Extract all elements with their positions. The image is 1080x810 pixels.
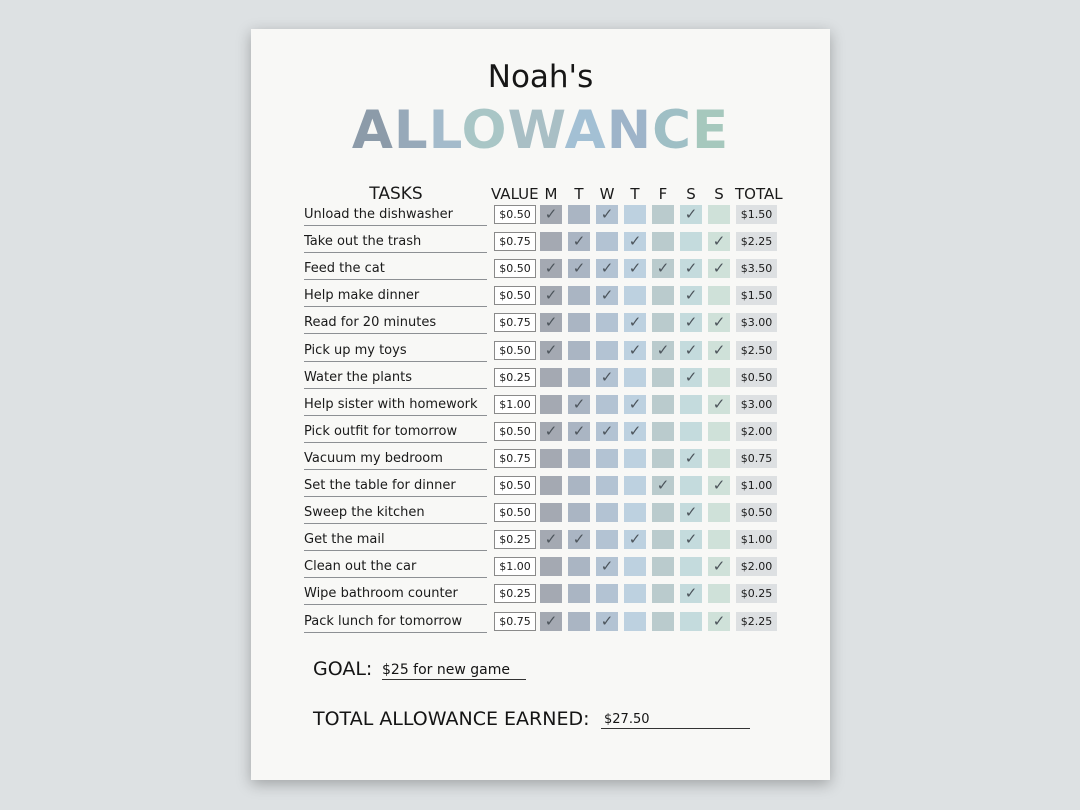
task-name: Vacuum my bedroom — [304, 450, 487, 470]
day-header: S — [714, 185, 724, 203]
checkmark-icon: ✓ — [544, 259, 558, 277]
day-checkbox[interactable] — [708, 612, 730, 631]
day-checkbox[interactable] — [596, 422, 618, 441]
task-name: Pack lunch for tomorrow — [304, 613, 487, 633]
day-checkbox[interactable] — [596, 449, 618, 468]
day-checkbox[interactable] — [624, 205, 646, 224]
heading-letter: N — [606, 100, 653, 161]
task-value-box[interactable]: $1.00 — [494, 395, 536, 414]
day-checkbox[interactable] — [708, 584, 730, 603]
day-checkbox[interactable] — [680, 476, 702, 495]
checkmark-icon: ✓ — [656, 259, 670, 277]
day-checkbox[interactable] — [680, 259, 702, 278]
day-checkbox[interactable] — [708, 259, 730, 278]
day-checkbox[interactable] — [540, 368, 562, 387]
checkmark-icon: ✓ — [684, 313, 698, 331]
day-checkbox[interactable] — [540, 503, 562, 522]
checkmark-icon: ✓ — [684, 286, 698, 304]
day-checkbox[interactable] — [680, 341, 702, 360]
day-checkbox[interactable] — [568, 422, 590, 441]
day-checkbox[interactable] — [540, 422, 562, 441]
day-checkbox[interactable] — [596, 612, 618, 631]
checkmark-icon: ✓ — [712, 612, 726, 630]
day-checkbox[interactable] — [680, 286, 702, 305]
checkmark-icon: ✓ — [572, 422, 586, 440]
day-checkbox[interactable] — [708, 557, 730, 576]
task-value-box[interactable]: $0.50 — [494, 259, 536, 278]
task-total: $3.00 — [736, 395, 777, 414]
day-checkbox[interactable] — [680, 205, 702, 224]
task-value-box[interactable]: $0.25 — [494, 584, 536, 603]
day-checkbox[interactable] — [540, 612, 562, 631]
day-checkbox[interactable] — [652, 232, 674, 251]
total-earned-field[interactable]: $27.50 — [601, 711, 750, 729]
checkmark-icon: ✓ — [684, 259, 698, 277]
task-total: $2.00 — [736, 422, 777, 441]
task-value-box[interactable]: $0.50 — [494, 205, 536, 224]
checkmark-icon: ✓ — [600, 422, 614, 440]
day-checkbox[interactable] — [540, 232, 562, 251]
task-name: Read for 20 minutes — [304, 314, 487, 334]
task-name: Get the mail — [304, 531, 487, 551]
task-name: Clean out the car — [304, 558, 487, 578]
day-header: T — [574, 185, 584, 203]
day-checkbox[interactable] — [680, 368, 702, 387]
day-checkbox[interactable] — [540, 476, 562, 495]
task-total: $0.75 — [736, 449, 777, 468]
day-checkbox[interactable] — [568, 313, 590, 332]
checkmark-icon: ✓ — [628, 259, 642, 277]
day-checkbox[interactable] — [652, 476, 674, 495]
day-checkbox[interactable] — [680, 395, 702, 414]
day-checkbox[interactable] — [624, 612, 646, 631]
value-header: VALUE — [491, 185, 539, 203]
checkmark-icon: ✓ — [544, 313, 558, 331]
day-checkbox[interactable] — [540, 557, 562, 576]
day-checkbox[interactable] — [568, 612, 590, 631]
day-checkbox[interactable] — [540, 341, 562, 360]
day-header: S — [686, 185, 696, 203]
checkmark-icon: ✓ — [628, 313, 642, 331]
day-checkbox[interactable] — [540, 530, 562, 549]
day-header: M — [544, 185, 558, 203]
task-value-box[interactable]: $0.50 — [494, 503, 536, 522]
day-checkbox[interactable] — [680, 584, 702, 603]
day-checkbox[interactable] — [624, 341, 646, 360]
checkmark-icon: ✓ — [656, 341, 670, 359]
heading-letter: A — [564, 100, 607, 161]
day-checkbox[interactable] — [540, 286, 562, 305]
day-checkbox[interactable] — [624, 259, 646, 278]
checkmark-icon: ✓ — [628, 232, 642, 250]
day-checkbox[interactable] — [708, 395, 730, 414]
task-total: $0.50 — [736, 368, 777, 387]
tasks-header: TASKS — [369, 184, 423, 204]
day-checkbox[interactable] — [708, 232, 730, 251]
day-checkbox[interactable] — [596, 476, 618, 495]
day-checkbox[interactable] — [624, 503, 646, 522]
day-checkbox[interactable] — [568, 395, 590, 414]
day-checkbox[interactable] — [680, 232, 702, 251]
day-checkbox[interactable] — [652, 341, 674, 360]
heading-letter: L — [393, 100, 429, 161]
day-checkbox[interactable] — [652, 313, 674, 332]
checkmark-icon: ✓ — [684, 205, 698, 223]
task-total: $1.00 — [736, 476, 777, 495]
day-header: F — [658, 185, 668, 203]
task-value-box[interactable]: $0.50 — [494, 286, 536, 305]
day-checkbox[interactable] — [624, 313, 646, 332]
checkmark-icon: ✓ — [656, 476, 670, 494]
task-total: $2.25 — [736, 612, 777, 631]
day-checkbox[interactable] — [596, 232, 618, 251]
day-checkbox[interactable] — [624, 530, 646, 549]
task-total: $2.25 — [736, 232, 777, 251]
checkmark-icon: ✓ — [628, 395, 642, 413]
checkmark-icon: ✓ — [600, 557, 614, 575]
day-checkbox[interactable] — [652, 557, 674, 576]
task-value-box[interactable]: $0.75 — [494, 449, 536, 468]
day-header: W — [599, 185, 615, 203]
task-name: Feed the cat — [304, 260, 487, 280]
day-checkbox[interactable] — [596, 286, 618, 305]
day-checkbox[interactable] — [652, 205, 674, 224]
task-total: $2.00 — [736, 557, 777, 576]
day-checkbox[interactable] — [624, 476, 646, 495]
day-checkbox[interactable] — [624, 368, 646, 387]
day-checkbox[interactable] — [652, 530, 674, 549]
checkmark-icon: ✓ — [712, 395, 726, 413]
day-checkbox[interactable] — [680, 422, 702, 441]
day-checkbox[interactable] — [652, 584, 674, 603]
heading-letter: E — [691, 100, 730, 161]
day-checkbox[interactable] — [540, 313, 562, 332]
checkmark-icon: ✓ — [712, 341, 726, 359]
day-checkbox[interactable] — [596, 395, 618, 414]
day-checkbox[interactable] — [568, 368, 590, 387]
checkmark-icon: ✓ — [684, 584, 698, 602]
day-checkbox[interactable] — [596, 313, 618, 332]
checkmark-icon: ✓ — [572, 395, 586, 413]
day-checkbox[interactable] — [708, 205, 730, 224]
task-total: $1.50 — [736, 205, 777, 224]
checkmark-icon: ✓ — [544, 530, 558, 548]
checkmark-icon: ✓ — [684, 368, 698, 386]
day-checkbox[interactable] — [708, 503, 730, 522]
day-checkbox[interactable] — [568, 476, 590, 495]
goal-field[interactable]: $25 for new game — [382, 662, 526, 680]
day-checkbox[interactable] — [652, 368, 674, 387]
day-checkbox[interactable] — [596, 557, 618, 576]
task-total: $1.00 — [736, 530, 777, 549]
day-checkbox[interactable] — [568, 286, 590, 305]
day-checkbox[interactable] — [652, 422, 674, 441]
day-checkbox[interactable] — [680, 313, 702, 332]
day-checkbox[interactable] — [652, 259, 674, 278]
day-checkbox[interactable] — [596, 530, 618, 549]
task-total: $3.00 — [736, 313, 777, 332]
task-name: Set the table for dinner — [304, 477, 487, 497]
day-checkbox[interactable] — [540, 584, 562, 603]
day-checkbox[interactable] — [596, 503, 618, 522]
day-checkbox[interactable] — [652, 395, 674, 414]
day-checkbox[interactable] — [568, 205, 590, 224]
day-checkbox[interactable] — [568, 557, 590, 576]
task-value-box[interactable]: $0.75 — [494, 612, 536, 631]
goal-label: GOAL: — [313, 658, 373, 680]
day-checkbox[interactable] — [624, 557, 646, 576]
task-value-box[interactable]: $0.75 — [494, 313, 536, 332]
checkmark-icon: ✓ — [600, 286, 614, 304]
day-checkbox[interactable] — [540, 259, 562, 278]
checkmark-icon: ✓ — [600, 259, 614, 277]
day-checkbox[interactable] — [624, 422, 646, 441]
heading-letter: C — [652, 100, 692, 161]
day-checkbox[interactable] — [568, 449, 590, 468]
checkmark-icon: ✓ — [600, 612, 614, 630]
task-total: $2.50 — [736, 341, 777, 360]
day-checkbox[interactable] — [680, 612, 702, 631]
day-checkbox[interactable] — [568, 503, 590, 522]
heading-letter: A — [351, 100, 394, 161]
day-checkbox[interactable] — [596, 341, 618, 360]
task-value-box[interactable]: $1.00 — [494, 557, 536, 576]
checkmark-icon: ✓ — [712, 259, 726, 277]
task-name: Take out the trash — [304, 233, 487, 253]
day-checkbox[interactable] — [624, 449, 646, 468]
checkmark-icon: ✓ — [628, 530, 642, 548]
day-checkbox[interactable] — [708, 530, 730, 549]
task-name: Water the plants — [304, 369, 487, 389]
checkmark-icon: ✓ — [684, 449, 698, 467]
day-checkbox[interactable] — [540, 395, 562, 414]
checkmark-icon: ✓ — [712, 476, 726, 494]
day-checkbox[interactable] — [652, 286, 674, 305]
day-checkbox[interactable] — [568, 530, 590, 549]
checkmark-icon: ✓ — [544, 422, 558, 440]
task-value-box[interactable]: $0.25 — [494, 368, 536, 387]
day-checkbox[interactable] — [708, 476, 730, 495]
allowance-sheet — [251, 29, 830, 780]
task-value-box[interactable]: $0.50 — [494, 476, 536, 495]
checkmark-icon: ✓ — [684, 503, 698, 521]
total-earned-label: TOTAL ALLOWANCE EARNED: — [313, 708, 590, 730]
task-value-box[interactable]: $0.50 — [494, 422, 536, 441]
task-name: Sweep the kitchen — [304, 504, 487, 524]
day-checkbox[interactable] — [624, 584, 646, 603]
total-header: TOTAL — [735, 185, 783, 203]
day-checkbox[interactable] — [624, 232, 646, 251]
day-checkbox[interactable] — [680, 530, 702, 549]
day-checkbox[interactable] — [680, 557, 702, 576]
day-checkbox[interactable] — [652, 612, 674, 631]
heading-letter: L — [428, 100, 462, 161]
day-checkbox[interactable] — [540, 449, 562, 468]
day-checkbox[interactable] — [540, 205, 562, 224]
task-total: $3.50 — [736, 259, 777, 278]
task-name: Help sister with homework — [304, 396, 487, 416]
task-name: Wipe bathroom counter — [304, 585, 487, 605]
child-name: Noah's — [487, 59, 594, 95]
day-header: T — [630, 185, 640, 203]
checkmark-icon: ✓ — [544, 205, 558, 223]
heading-letter: O — [461, 100, 508, 161]
checkmark-icon: ✓ — [572, 530, 586, 548]
task-name: Unload the dishwasher — [304, 206, 487, 226]
day-checkbox[interactable] — [624, 395, 646, 414]
day-checkbox[interactable] — [680, 449, 702, 468]
day-checkbox[interactable] — [680, 503, 702, 522]
task-value-box[interactable]: $0.50 — [494, 341, 536, 360]
checkmark-icon: ✓ — [712, 313, 726, 331]
day-checkbox[interactable] — [652, 503, 674, 522]
day-checkbox[interactable] — [708, 422, 730, 441]
checkmark-icon: ✓ — [600, 368, 614, 386]
checkmark-icon: ✓ — [712, 232, 726, 250]
allowance-heading — [251, 99, 830, 163]
day-checkbox[interactable] — [596, 259, 618, 278]
checkmark-icon: ✓ — [544, 612, 558, 630]
day-checkbox[interactable] — [568, 259, 590, 278]
checkmark-icon: ✓ — [600, 205, 614, 223]
task-total: $0.25 — [736, 584, 777, 603]
checkmark-icon: ✓ — [572, 259, 586, 277]
day-checkbox[interactable] — [652, 449, 674, 468]
day-checkbox[interactable] — [568, 232, 590, 251]
day-checkbox[interactable] — [708, 449, 730, 468]
day-checkbox[interactable] — [624, 286, 646, 305]
heading-letter: W — [507, 100, 565, 161]
task-name: Pick outfit for tomorrow — [304, 423, 487, 443]
checkmark-icon: ✓ — [684, 341, 698, 359]
day-checkbox[interactable] — [708, 341, 730, 360]
task-name: Help make dinner — [304, 287, 487, 307]
checkmark-icon: ✓ — [628, 341, 642, 359]
day-checkbox[interactable] — [596, 368, 618, 387]
task-value-box[interactable]: $0.25 — [494, 530, 536, 549]
task-name: Pick up my toys — [304, 342, 487, 362]
day-checkbox[interactable] — [708, 286, 730, 305]
day-checkbox[interactable] — [708, 368, 730, 387]
task-total: $0.50 — [736, 503, 777, 522]
day-checkbox[interactable] — [708, 313, 730, 332]
checkmark-icon: ✓ — [628, 422, 642, 440]
day-checkbox[interactable] — [596, 205, 618, 224]
task-total: $1.50 — [736, 286, 777, 305]
checkmark-icon: ✓ — [684, 530, 698, 548]
checkmark-icon: ✓ — [712, 557, 726, 575]
day-checkbox[interactable] — [568, 341, 590, 360]
checkmark-icon: ✓ — [544, 286, 558, 304]
day-checkbox[interactable] — [568, 584, 590, 603]
checkmark-icon: ✓ — [572, 232, 586, 250]
checkmark-icon: ✓ — [544, 341, 558, 359]
task-value-box[interactable]: $0.75 — [494, 232, 536, 251]
day-checkbox[interactable] — [596, 584, 618, 603]
